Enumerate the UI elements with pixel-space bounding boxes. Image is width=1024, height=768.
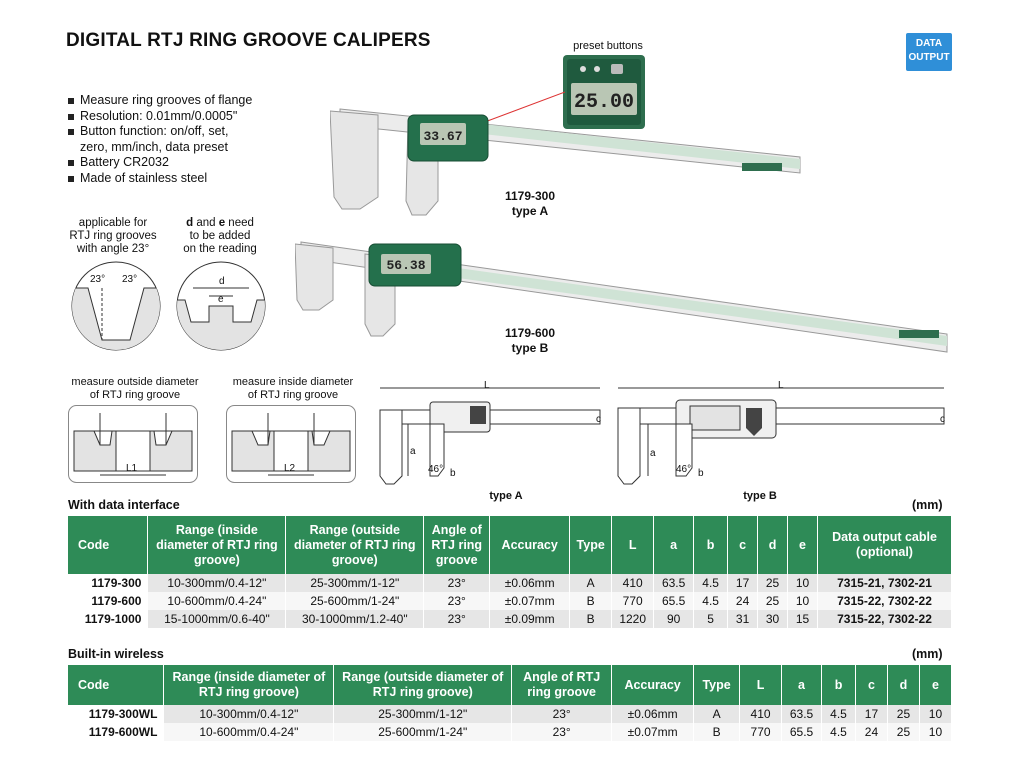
- angle-label-left: 23°: [90, 274, 106, 285]
- data-interface-table: [68, 516, 952, 628]
- cell: 10: [919, 723, 951, 741]
- l1-label: L1: [126, 463, 138, 474]
- table2-section-title: Built-in wireless: [68, 647, 164, 661]
- col-header: e: [919, 665, 951, 705]
- cell: 17: [856, 705, 888, 723]
- badge-line2: OUTPUT: [908, 52, 950, 63]
- cell: 23°: [512, 723, 612, 741]
- drawing-b-deg: 46°: [676, 464, 692, 475]
- de-note-line: to be added: [189, 230, 251, 242]
- drawing-a-L: L: [484, 380, 490, 391]
- caliper-a-label: [490, 189, 570, 219]
- angle-label-right: 23°: [122, 274, 138, 285]
- cell: B: [570, 592, 612, 610]
- outside-diagram: [68, 405, 198, 483]
- caliper-b-type: type B: [511, 341, 549, 355]
- cell: 10: [788, 592, 818, 610]
- col-header: d: [887, 665, 919, 705]
- col-header: e: [788, 516, 818, 574]
- cell: 30-1000mm/1.2-40": [286, 610, 424, 628]
- drawing-b-c: c: [940, 414, 945, 425]
- feature-item: Battery CR2032: [68, 155, 252, 171]
- col-header: Range (outside diameter of RTJ ring groove): [334, 665, 512, 705]
- cell: 25: [758, 574, 788, 592]
- cell: 24: [856, 723, 888, 741]
- angle-note-line: RTJ ring grooves: [69, 230, 157, 242]
- data-output-badge: [906, 33, 952, 71]
- drawing-a-a: a: [410, 446, 416, 457]
- caliper-b-display: 56.38: [386, 258, 426, 273]
- cell: 30: [758, 610, 788, 628]
- col-header: b: [822, 665, 856, 705]
- cell: 15-1000mm/0.6-40": [148, 610, 286, 628]
- table-row: [68, 574, 952, 592]
- feature-item: Made of stainless steel: [68, 171, 252, 187]
- cell-code: 1179-300WL: [68, 705, 164, 723]
- cell: 23°: [512, 705, 612, 723]
- table-header-row: [68, 665, 952, 705]
- cell: 4.5: [822, 705, 856, 723]
- col-header: Accuracy: [612, 665, 694, 705]
- cell: 25-600mm/1-24": [286, 592, 424, 610]
- col-header: Data output cable (optional): [818, 516, 952, 574]
- col-header: a: [654, 516, 694, 574]
- cell: ±0.09mm: [490, 610, 570, 628]
- feature-item: Measure ring grooves of flange: [68, 93, 252, 109]
- feature-list: [68, 93, 252, 186]
- caliper-b-label: [490, 326, 570, 356]
- col-header: b: [694, 516, 728, 574]
- table1-unit: (mm): [912, 498, 943, 512]
- cell: ±0.07mm: [490, 592, 570, 610]
- col-header: Accuracy: [490, 516, 570, 574]
- cell: 10-300mm/0.4-12": [164, 705, 334, 723]
- col-header: Range (outside diameter of RTJ ring groove): [286, 516, 424, 574]
- wireless-table: [68, 665, 952, 741]
- drawing-type-a: [378, 380, 608, 492]
- feature-item: Button function: on/off, set,: [68, 124, 252, 140]
- drawing-a-c: c: [596, 414, 601, 425]
- cell: 23°: [424, 574, 490, 592]
- cell: 25-300mm/1-12": [286, 574, 424, 592]
- table1-section-title: With data interface: [68, 498, 180, 512]
- cell: ±0.06mm: [612, 705, 694, 723]
- cell: 15: [788, 610, 818, 628]
- de-diagram: [175, 260, 267, 352]
- cell: 25-300mm/1-12": [334, 705, 512, 723]
- col-header: Code: [68, 665, 164, 705]
- cell: 4.5: [822, 723, 856, 741]
- table-row: [68, 592, 952, 610]
- caliper-type-b-image: [295, 238, 955, 353]
- cell: 25: [758, 592, 788, 610]
- cell: 4.5: [694, 592, 728, 610]
- col-header: Angle of RTJ ring groove: [424, 516, 490, 574]
- cell: 25-600mm/1-24": [334, 723, 512, 741]
- col-header: d: [758, 516, 788, 574]
- de-note: [165, 217, 275, 256]
- col-header: Range (inside diameter of RTJ ring groove): [164, 665, 334, 705]
- e-label: e: [218, 294, 224, 305]
- col-header: a: [782, 665, 822, 705]
- feature-item: zero, mm/inch, data preset: [80, 139, 228, 154]
- cell: B: [694, 723, 740, 741]
- d-label: d: [219, 276, 225, 287]
- cell: A: [570, 574, 612, 592]
- cell: 24: [728, 592, 758, 610]
- drawing-type-b: [614, 380, 954, 492]
- cell: 7315-21, 7302-21: [818, 574, 952, 592]
- angle-note: [58, 217, 168, 256]
- cell: 23°: [424, 610, 490, 628]
- cell: 10-300mm/0.4-12": [148, 574, 286, 592]
- inside-note-line: of RTJ ring groove: [247, 389, 339, 401]
- caliper-a-type: type A: [511, 204, 549, 218]
- inside-note-line: measure inside diameter: [232, 376, 354, 388]
- cell: 5: [694, 610, 728, 628]
- outside-note-line: measure outside diameter: [71, 376, 199, 388]
- table-header-row: [68, 516, 952, 574]
- outside-note: [60, 376, 210, 402]
- caliper-b-code: 1179-600: [504, 326, 556, 340]
- drawing-b-a: a: [650, 448, 656, 459]
- drawing-b-caption: type B: [743, 490, 777, 502]
- cell-code: 1179-600: [68, 592, 148, 610]
- outside-note-line: of RTJ ring groove: [89, 389, 181, 401]
- col-header: Range (inside diameter of RTJ ring groove): [148, 516, 286, 574]
- cell: A: [694, 705, 740, 723]
- preset-display-value: 25.00: [573, 91, 635, 114]
- drawing-a-b: b: [450, 468, 456, 479]
- cell: 770: [740, 723, 782, 741]
- cell: 65.5: [782, 723, 822, 741]
- inside-diagram: [226, 405, 356, 483]
- col-header: L: [740, 665, 782, 705]
- badge-line1: DATA: [915, 38, 943, 49]
- col-header: Type: [694, 665, 740, 705]
- angle-note-line: applicable for: [78, 217, 148, 229]
- drawing-a-deg: 46°: [428, 464, 444, 475]
- cell: B: [570, 610, 612, 628]
- caliper-type-a-image: [330, 105, 810, 225]
- cell: 770: [612, 592, 654, 610]
- cell: 7315-22, 7302-22: [818, 592, 952, 610]
- cell: 410: [740, 705, 782, 723]
- table2-unit: (mm): [912, 647, 943, 661]
- cell: 31: [728, 610, 758, 628]
- drawing-a-caption: type A: [489, 490, 523, 502]
- cell: 25: [887, 723, 919, 741]
- col-header: Type: [570, 516, 612, 574]
- cell: 10-600mm/0.4-24": [164, 723, 334, 741]
- cell: 63.5: [654, 574, 694, 592]
- cell: 25: [887, 705, 919, 723]
- drawing-b-L: L: [778, 380, 784, 391]
- col-header: Code: [68, 516, 148, 574]
- angle-diagram: [70, 260, 162, 352]
- page-title: DIGITAL RTJ RING GROOVE CALIPERS: [66, 30, 431, 51]
- cell: 10: [788, 574, 818, 592]
- table-row: [68, 705, 952, 723]
- preset-buttons-label: preset buttons: [573, 40, 643, 52]
- table-row: [68, 723, 952, 741]
- cell: 65.5: [654, 592, 694, 610]
- cell: 10: [919, 705, 951, 723]
- cell: 410: [612, 574, 654, 592]
- col-header: Angle of RTJ ring groove: [512, 665, 612, 705]
- inside-note: [218, 376, 368, 402]
- col-header: c: [856, 665, 888, 705]
- l2-label: L2: [284, 463, 296, 474]
- feature-item: Resolution: 0.01mm/0.0005": [68, 109, 252, 125]
- col-header: c: [728, 516, 758, 574]
- cell: 1220: [612, 610, 654, 628]
- cell: 63.5: [782, 705, 822, 723]
- cell: 17: [728, 574, 758, 592]
- cell: 23°: [424, 592, 490, 610]
- cell-code: 1179-300: [68, 574, 148, 592]
- cell-code: 1179-1000: [68, 610, 148, 628]
- caliper-a-display: 33.67: [423, 129, 463, 144]
- table-row: [68, 610, 952, 628]
- col-header: L: [612, 516, 654, 574]
- drawing-b-b: b: [698, 468, 704, 479]
- cell: 4.5: [694, 574, 728, 592]
- caliper-a-code: 1179-300: [504, 189, 556, 203]
- de-note-line: on the reading: [183, 243, 257, 255]
- angle-note-line: with angle 23°: [76, 243, 150, 255]
- cell-code: 1179-600WL: [68, 723, 164, 741]
- de-note-line: d and e need: [186, 217, 254, 229]
- cell: ±0.06mm: [490, 574, 570, 592]
- cell: 90: [654, 610, 694, 628]
- cell: 10-600mm/0.4-24": [148, 592, 286, 610]
- cell: ±0.07mm: [612, 723, 694, 741]
- cell: 7315-22, 7302-22: [818, 610, 952, 628]
